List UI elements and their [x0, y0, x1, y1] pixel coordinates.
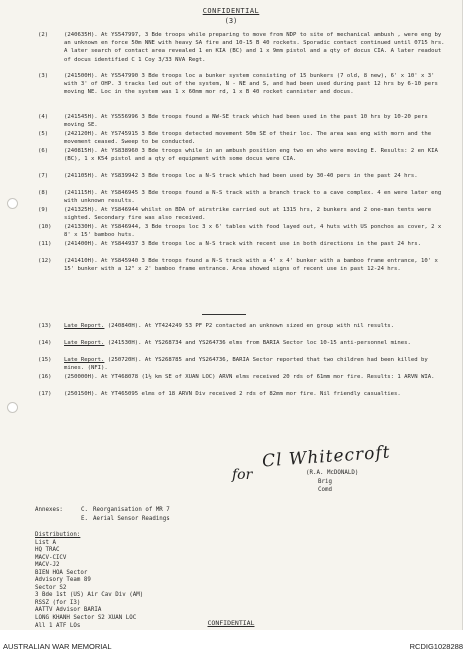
handwritten-signature: Cl Whitecroft	[261, 442, 392, 472]
paragraph-number: (7)	[38, 173, 49, 179]
paragraph-text: (241410H). At YS845940 3 Bde troops found a N-S track with a 4' x 4' bunker with a bamboo frame entrance, 10' x 15' bunker with a 12" x 2' bamboo frame entrance. Area showed signs of recent use in past 12-24 hrs.	[64, 258, 438, 273]
distribution-item: Advisory Team 89	[35, 577, 91, 584]
paragraph-13	[38, 322, 450, 330]
paragraph-number: (4)	[38, 114, 49, 120]
distribution-heading: Distribution:	[35, 532, 81, 538]
paragraph-14	[38, 339, 450, 347]
late-report-label: Late Report.	[64, 340, 105, 346]
paragraph-6	[38, 147, 450, 163]
paragraph-number: (12)	[38, 258, 52, 264]
paragraph-text: (241530H). At YS268734 and YS264736 elms from BARIA Sector loc 10-15 anti-personnel mines.	[104, 340, 411, 346]
paragraph-10	[38, 223, 450, 239]
classification-footer: CONFIDENTIAL	[207, 619, 255, 627]
paragraph-text: (250000H). At YT468078 (1½ km SE of XUAN LOC) ARVN elms received 20 rds of 61mm mor fire. Results: 1 ARVN WIA.	[64, 374, 435, 380]
paragraph-3	[38, 72, 450, 97]
annexes-label: Annexes:	[35, 507, 63, 513]
distribution-item: HQ TRAC	[35, 547, 60, 554]
paragraph-number: (6)	[38, 148, 49, 154]
paragraph-11	[38, 240, 450, 248]
section-separator	[202, 314, 246, 315]
handwritten-for-mark: for	[232, 467, 253, 483]
annex-letter: C.	[81, 507, 88, 513]
paragraph-text: (240840H). At YT424249 53 PF P2 contacted an unknown sized en group with nil results.	[104, 323, 395, 329]
paragraph-8	[38, 189, 450, 205]
paragraph-text: (241330H). At YS846944, 3 Bde troops loc 3 x 6' tables with food layed out, 4 huts with US ponchos as cover, 2 x 8' x 15' bamboo huts.	[64, 224, 442, 239]
paragraph-number: (17)	[38, 391, 52, 397]
paragraph-number: (8)	[38, 190, 49, 196]
archive-footer	[0, 634, 467, 654]
page-number: (3)	[224, 17, 238, 25]
paragraph-number: (13)	[38, 323, 52, 329]
distribution-item: LONG KHANH Sector S2 XUAN LOC	[35, 615, 137, 622]
paragraph-number: (14)	[38, 340, 52, 346]
paragraph-text: (242120H). At YS745915 3 Bde troops detected movement 50m SE of their loc. The area was eng with morn and the movement ceased. Sweep to be conducted.	[64, 131, 432, 146]
paragraph-text: (241500H). At YS547990 3 Bde troops loc a bunker system consisting of 15 bunkers (7 old, 8 new), 6' x 10' x 3' with 3' of OHP. 3 tracks led out of the system, N - NE and S, and had been used during past 12 hrs by 6-10 pers moving NE. Loc in the system was 1 x 60mm mor rd, 1 x B 40 rocket cannister and docus.	[64, 73, 438, 96]
paragraph-number: (10)	[38, 224, 52, 230]
paragraph-text: (241545H). At YS556996 3 Bde troops found a NW-SE track which had been used in the past 10 hrs by 10-20 pers moving SE.	[64, 114, 428, 129]
paragraph-text: (240635H). At YS547997, 3 Bde troops while preparing to move from NDP to site of mechanical ambush , were eng by an unknown en force 50m NNE with heavy SA fire and 10-15 B 40 rockets. Sporadic contact continued until 0715 hrs. A later search of contact area revealed 1 en KIA (BC) and 1 x 9mm pistol and a qty of docus CIA. A later readout of docus identified C 1 Coy 3/33 NVA Regt.	[64, 32, 445, 63]
signature-block	[306, 469, 358, 495]
paragraph-4	[38, 113, 450, 129]
distribution-item: All 1 ATF LOs	[35, 622, 81, 629]
distribution-list	[35, 532, 143, 630]
paragraph-text: (241115H). At YS846945 3 Bde troops found a N-S track with a branch track to a cave complex. 4 en were later eng with unknown results.	[64, 190, 442, 205]
distribution-item: BIEN HOA Sector	[35, 569, 88, 576]
paragraph-text: (240815H). At YS838960 3 Bde troops while in an ambush position eng two en who were moving E. Results: 2 en KIA (BC), 1 x K54 pistol and a qty of equipment with some docus were CIA.	[64, 148, 438, 163]
annex-title: Aerial Sensor Readings	[93, 515, 170, 522]
late-report-label: Late Report.	[64, 357, 105, 363]
paragraph-number: (15)	[38, 357, 52, 363]
distribution-item: MACV-J2	[35, 562, 60, 569]
paragraph-9	[38, 206, 450, 222]
distribution-item: AATTV Advisor BARIA	[35, 607, 102, 614]
signatory-rank: Brig	[318, 478, 332, 485]
paragraph-text: (241105H). At YS839942 3 Bde troops loc a N-S track which had been used by 30-40 pers in the past 24 hrs.	[64, 173, 418, 179]
archive-name: AUSTRALIAN WAR MEMORIAL	[3, 642, 112, 651]
paragraph-number: (9)	[38, 207, 49, 213]
annex-title: Reorganisation of MR 7	[93, 507, 170, 513]
signatory-name: (R.A. McDONALD)	[306, 470, 359, 476]
distribution-item: List A	[35, 539, 56, 546]
annex-letter: E.	[81, 515, 88, 522]
distribution-item: 3 Bde 1st (US) Air Cav Div (AM)	[35, 592, 144, 599]
classification-header: CONFIDENTIAL	[202, 7, 260, 15]
paragraph-5	[38, 130, 450, 146]
paragraph-17	[38, 390, 450, 398]
distribution-item: MACV-CICV	[35, 554, 67, 561]
distribution-item: Sector S2	[35, 584, 67, 591]
annexes-section	[35, 506, 170, 523]
paragraph-text: (250720H). At YS268785 and YS264736, BARIA Sector reported that two children had been killed by mines. (NFI).	[64, 357, 428, 372]
paragraph-number: (16)	[38, 374, 52, 380]
paragraph-7	[38, 172, 450, 180]
paragraph-16	[38, 373, 450, 381]
distribution-item: RSSZ (for I3)	[35, 599, 81, 606]
paragraph-number: (2)	[38, 32, 49, 38]
paragraph-text: (241325H). At YS846944 whilst on BDA of airstrike carried out at 1315 hrs, 2 bunkers and 2 one-man tents were sighted. Secondary fire was also received.	[64, 207, 432, 222]
paragraph-text: (250150H). At YT465095 elms of 18 ARVN Div received 2 rds of 82mm mor fire. Nil friendly casualties.	[64, 391, 401, 397]
archive-reference: RCDIG1028288	[409, 642, 463, 651]
paragraph-number: (11)	[38, 241, 52, 247]
paragraph-15	[38, 356, 450, 372]
paragraph-2	[38, 31, 450, 64]
punch-hole	[7, 198, 18, 209]
paragraph-number: (3)	[38, 73, 49, 79]
paragraph-number: (5)	[38, 131, 49, 137]
signatory-role: Comd	[318, 487, 332, 494]
late-report-label: Late Report.	[64, 323, 105, 329]
paragraph-12	[38, 257, 450, 273]
punch-hole	[7, 402, 18, 413]
paragraph-text: (241400H). At YS844937 3 Bde troops loc a N-S track with recent use in both directions in the past 24 hrs.	[64, 241, 421, 247]
